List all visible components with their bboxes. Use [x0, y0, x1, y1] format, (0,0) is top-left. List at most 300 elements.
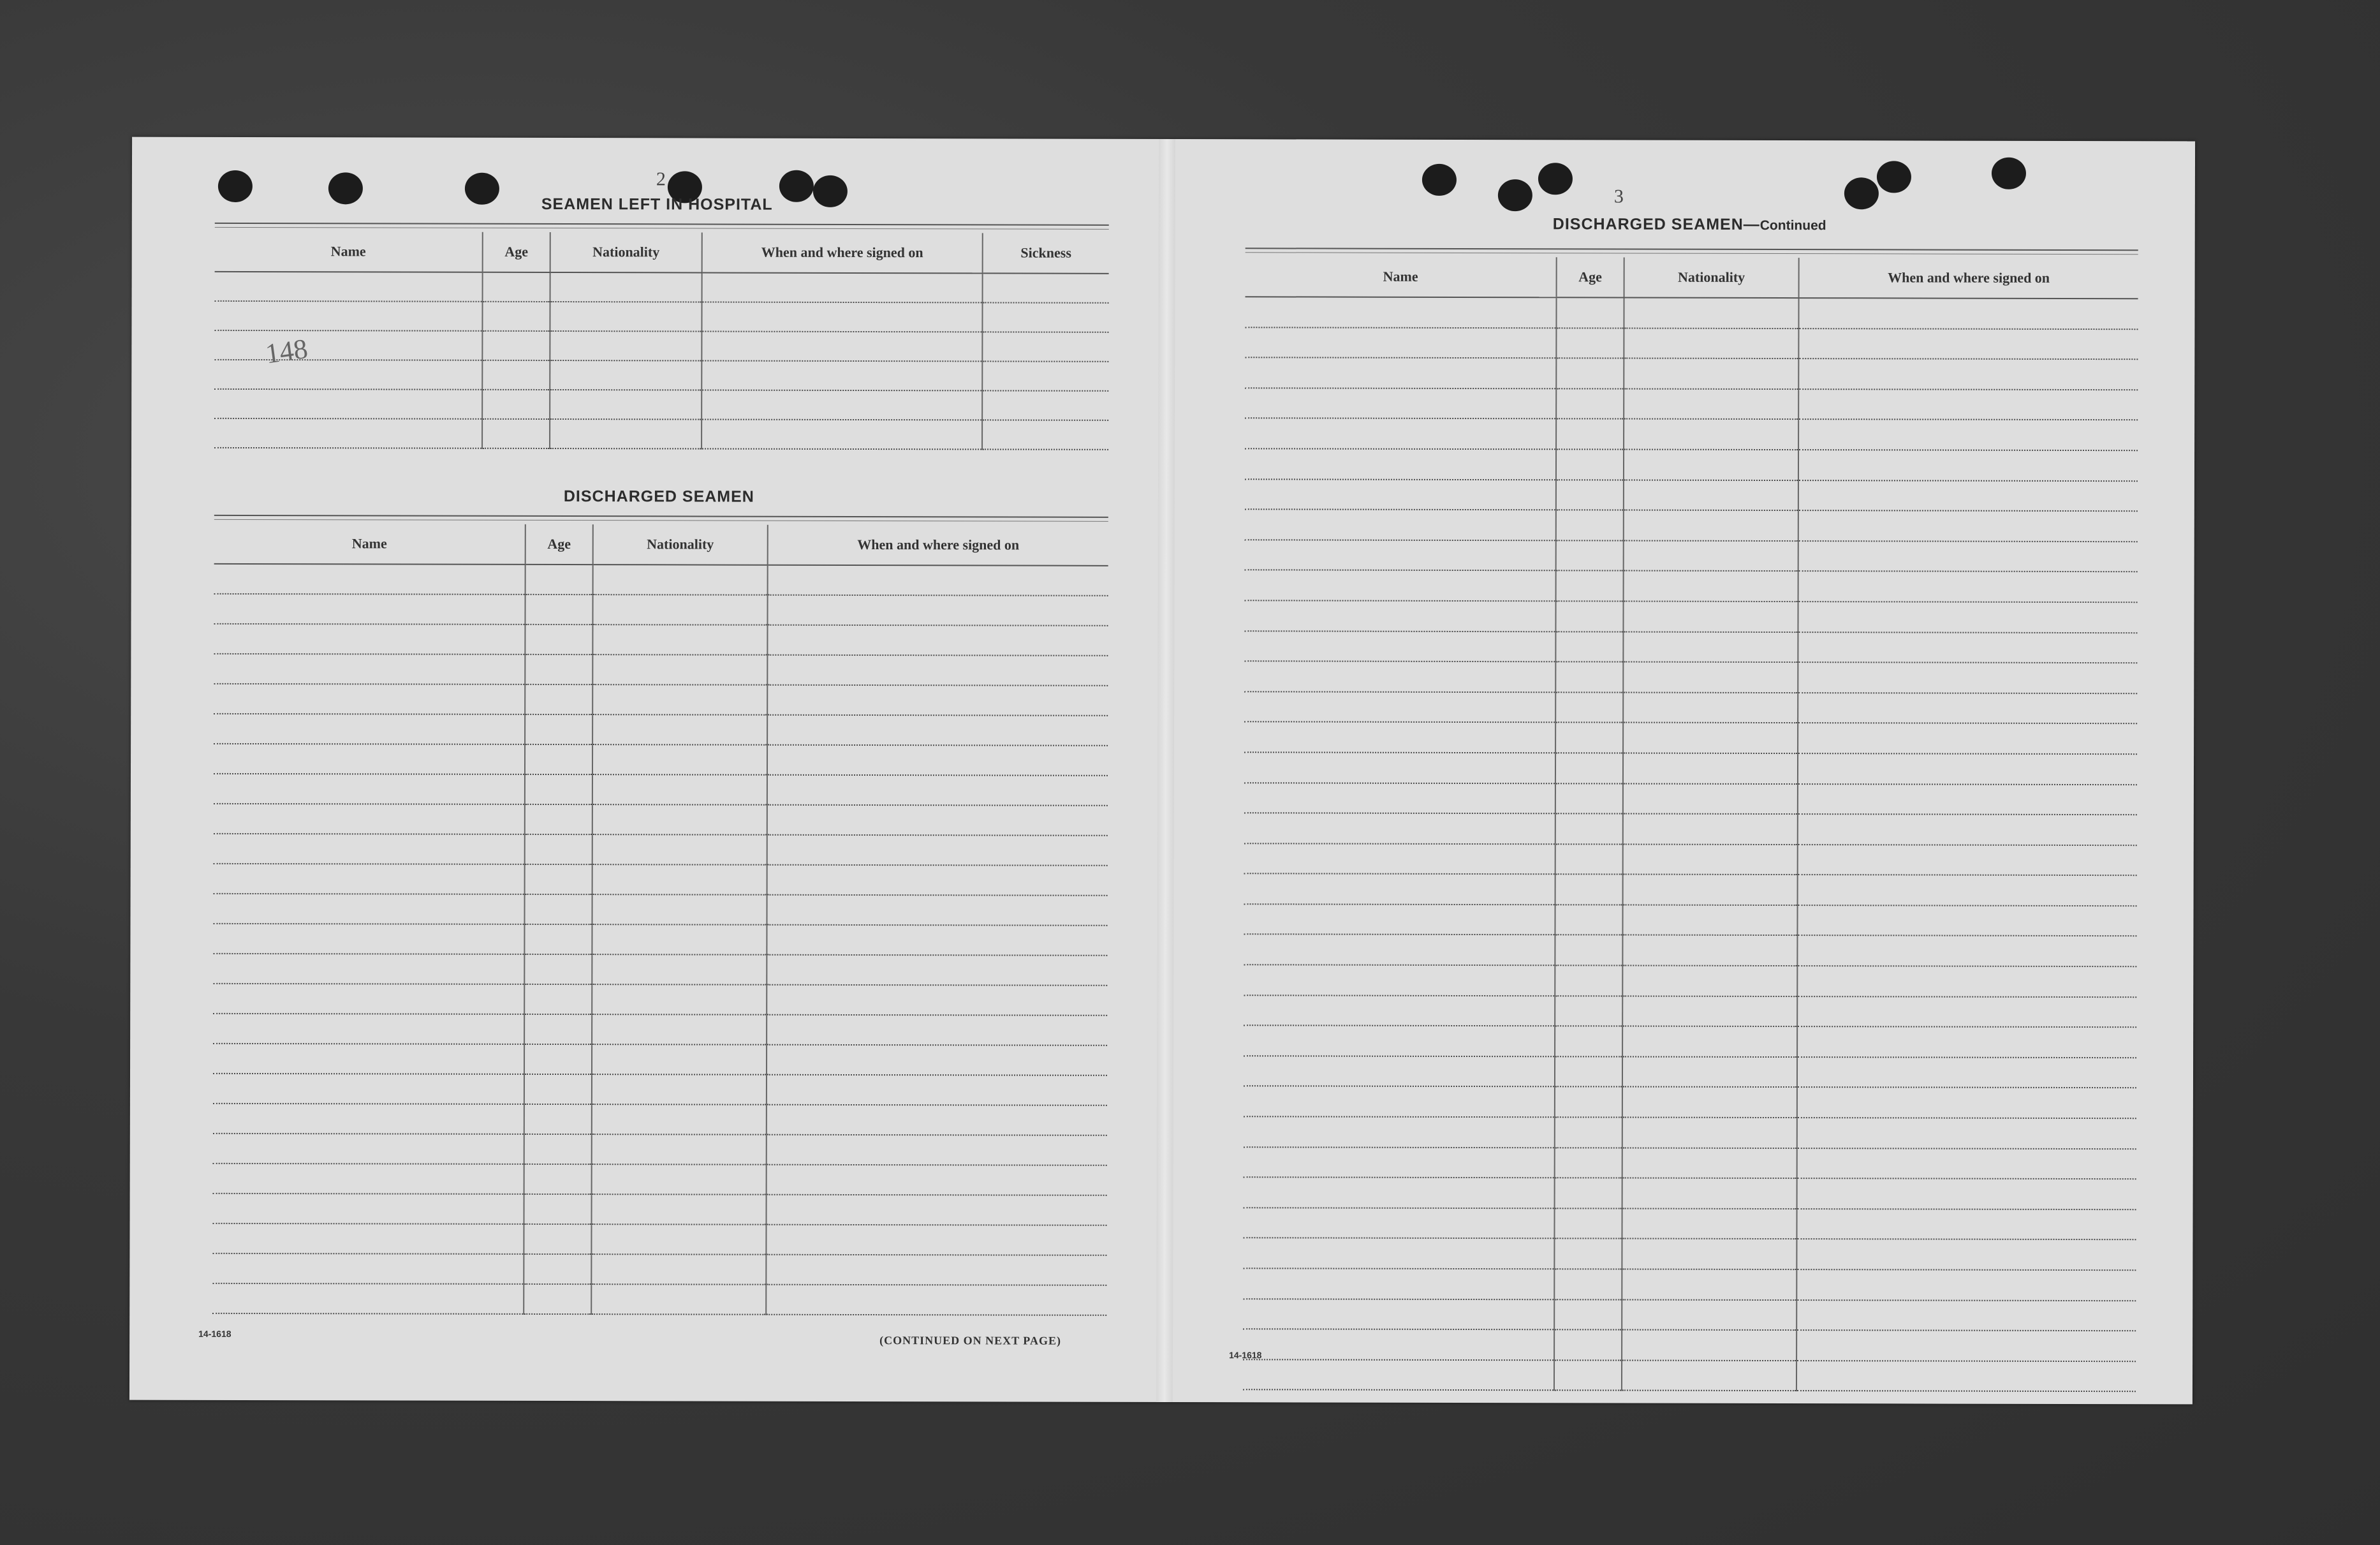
table-row — [213, 894, 1107, 926]
table-cell — [1556, 510, 1624, 540]
table-cell — [525, 684, 592, 714]
table-cell — [767, 805, 1108, 836]
table-cell — [525, 774, 592, 804]
table-cell — [767, 595, 1108, 626]
table-cell — [550, 272, 702, 302]
table-cell — [1796, 1300, 2136, 1331]
table-row — [1243, 1299, 2136, 1331]
table-cell — [1797, 996, 2136, 1028]
title-main: DISCHARGED SEAMEN — [1552, 215, 1744, 233]
table-cell — [483, 272, 550, 302]
table-cell — [592, 684, 767, 715]
table-cell — [1245, 570, 1556, 602]
table-row — [214, 834, 1108, 866]
table-cell — [1245, 327, 1556, 359]
table-cell — [214, 834, 525, 864]
table-cell — [1243, 1359, 1554, 1391]
table-row — [1244, 813, 2137, 845]
table-cell — [214, 360, 482, 390]
table-cell — [1555, 601, 1623, 632]
table-row — [1243, 1359, 2136, 1392]
table-cell — [702, 272, 983, 302]
table-row — [1244, 1026, 2136, 1058]
table-cell — [1555, 753, 1623, 783]
table-cell — [550, 331, 702, 360]
column-header-name: Name — [215, 232, 483, 272]
table-cell — [1798, 693, 2137, 724]
table-row — [215, 272, 1109, 303]
table-row — [1243, 1208, 2136, 1240]
table-row — [213, 1134, 1107, 1165]
table-cell — [767, 955, 1107, 986]
table-cell — [525, 744, 592, 774]
table-cell — [1554, 1360, 1622, 1391]
table-cell — [766, 1255, 1106, 1285]
table-row — [1245, 448, 2138, 481]
table-cell — [1244, 1086, 1555, 1118]
table-row — [1243, 1329, 2136, 1361]
table-cell — [213, 1074, 524, 1104]
table-cell — [592, 894, 767, 925]
table-cell — [592, 984, 767, 1015]
table-cell — [1798, 753, 2137, 785]
table-cell — [482, 331, 550, 360]
table-cell — [1624, 449, 1798, 480]
punch-hole — [1992, 158, 2026, 189]
table-cell — [1798, 480, 2138, 512]
table-cell — [524, 1194, 592, 1224]
table-cell — [592, 1044, 767, 1075]
table-cell — [1624, 298, 1798, 329]
table-cell — [1623, 783, 1798, 814]
table-cell — [1623, 662, 1798, 693]
table-cell — [702, 331, 982, 361]
table-cell — [766, 1225, 1106, 1255]
table-cell — [1797, 1026, 2136, 1058]
table-cell — [592, 1164, 767, 1195]
table-cell — [525, 654, 592, 684]
table-cell — [212, 1223, 524, 1254]
table-cell — [1244, 813, 1555, 844]
table-cell — [1623, 692, 1798, 723]
punch-hole — [218, 170, 253, 202]
table-cell — [214, 301, 482, 331]
column-header-signed-on: When and where signed on — [702, 232, 983, 273]
table-cell — [213, 1134, 524, 1164]
table-cell — [982, 332, 1108, 361]
table-cell — [1556, 540, 1624, 571]
table-row — [214, 804, 1108, 836]
table-cell — [1622, 996, 1797, 1026]
table-cell — [1556, 358, 1624, 388]
table-cell — [702, 360, 982, 390]
table-row — [1244, 631, 2137, 663]
table-row — [213, 1074, 1107, 1105]
table-cell — [1798, 298, 2138, 329]
table-cell — [767, 775, 1108, 806]
table-cell — [1798, 510, 2138, 542]
column-header-sickness: Sickness — [983, 233, 1109, 273]
table-cell — [1796, 1239, 2136, 1270]
punch-hole — [1877, 161, 1911, 193]
table-cell — [1798, 602, 2137, 633]
table-cell — [767, 1045, 1107, 1076]
table-cell — [1622, 1118, 1797, 1148]
table-cell — [1622, 1299, 1796, 1330]
table-cell — [213, 1164, 524, 1194]
table-cell — [1556, 297, 1624, 328]
table-cell — [482, 302, 550, 331]
table-cell — [592, 924, 767, 955]
table-cell — [213, 894, 524, 924]
table-cell — [1244, 843, 1555, 875]
table-row — [214, 714, 1108, 746]
continued-note: (CONTINUED ON NEXT PAGE) — [879, 1334, 1062, 1347]
punch-hole — [813, 175, 848, 207]
table-cell — [1245, 540, 1556, 571]
table-cell — [1244, 995, 1555, 1026]
discharged-continued-header — [1245, 256, 2138, 299]
discharged-table-left — [212, 524, 1108, 1316]
table-row — [1245, 540, 2138, 572]
table-cell — [1244, 631, 1555, 662]
table-cell — [1245, 509, 1556, 540]
table-cell — [767, 835, 1108, 866]
ledger-sheet — [129, 137, 2195, 1405]
table-cell — [214, 389, 482, 419]
table-cell — [592, 834, 767, 865]
table-cell — [1244, 874, 1555, 905]
table-cell — [767, 1135, 1107, 1165]
table-cell — [1244, 752, 1555, 783]
table-cell — [1244, 1116, 1555, 1148]
table-cell — [524, 924, 592, 954]
discharged-table-right — [1243, 256, 2138, 1392]
table-row — [214, 654, 1108, 686]
table-cell — [1798, 784, 2137, 815]
column-header-age: Age — [1557, 257, 1624, 297]
table-cell — [1244, 691, 1555, 723]
table-row — [1244, 904, 2136, 936]
table-row — [1245, 327, 2138, 360]
table-cell — [524, 954, 592, 984]
hospital-table — [214, 232, 1109, 450]
table-cell — [767, 715, 1108, 746]
table-cell — [1622, 1239, 1796, 1269]
table-cell — [1556, 419, 1624, 450]
table-cell — [214, 714, 525, 744]
table-cell — [1797, 936, 2136, 967]
table-cell — [214, 774, 525, 804]
table-cell — [1555, 844, 1623, 875]
table-cell — [982, 302, 1108, 332]
table-cell — [213, 954, 524, 984]
table-cell — [1556, 328, 1624, 359]
table-cell — [592, 595, 767, 625]
table-cell — [983, 273, 1109, 302]
table-cell — [1556, 480, 1624, 510]
page-number: 2 — [656, 168, 666, 190]
table-cell — [1555, 1087, 1622, 1118]
table-cell — [1244, 600, 1555, 632]
table-row — [1244, 1116, 2136, 1149]
table-row — [213, 954, 1107, 986]
table-row — [1245, 297, 2138, 329]
table-cell — [592, 1134, 767, 1165]
table-cell — [1245, 357, 1556, 388]
table-cell — [982, 420, 1108, 449]
table-row — [214, 684, 1108, 716]
table-cell — [524, 1254, 591, 1284]
table-cell — [524, 894, 592, 924]
table-cell — [1798, 329, 2138, 360]
table-cell — [1623, 875, 1798, 905]
table-cell — [482, 419, 550, 448]
table-cell — [524, 1104, 592, 1134]
table-cell — [702, 390, 982, 420]
table-cell — [592, 774, 767, 805]
punch-hole — [1422, 164, 1457, 196]
table-cell — [1622, 1360, 1796, 1391]
table-cell — [767, 925, 1107, 956]
table-cell — [1555, 875, 1623, 905]
table-cell — [1554, 1239, 1622, 1269]
table-cell — [215, 272, 483, 302]
table-row — [213, 1104, 1107, 1135]
punch-hole — [1538, 163, 1573, 195]
table-cell — [1796, 1330, 2136, 1361]
table-row — [213, 984, 1107, 1016]
table-cell — [982, 390, 1108, 420]
table-cell — [591, 1224, 766, 1255]
table-cell — [592, 654, 767, 685]
table-row — [1244, 722, 2137, 755]
table-cell — [525, 595, 592, 625]
table-cell — [1243, 1238, 1554, 1269]
hospital-top-rule — [215, 223, 1109, 230]
table-row — [1244, 995, 2136, 1028]
table-cell — [767, 1165, 1107, 1195]
table-cell — [482, 360, 550, 390]
table-cell — [1624, 419, 1798, 450]
table-row — [1245, 357, 2138, 390]
table-cell — [213, 924, 524, 954]
table-cell — [1797, 1178, 2136, 1209]
table-cell — [1555, 1026, 1622, 1057]
table-cell — [1624, 388, 1798, 419]
title-dash: — — [1743, 215, 1760, 233]
column-header-age: Age — [483, 232, 550, 272]
table-cell — [1622, 1208, 1796, 1239]
table-cell — [525, 834, 592, 864]
table-cell — [213, 984, 524, 1014]
table-cell — [1244, 1177, 1555, 1208]
table-cell — [1798, 814, 2137, 845]
right-page — [1173, 139, 2195, 1404]
table-cell — [1622, 935, 1797, 966]
table-cell — [592, 625, 767, 655]
table-cell — [1244, 1147, 1555, 1178]
table-row — [1244, 1086, 2136, 1119]
table-cell — [593, 565, 768, 595]
table-cell — [482, 390, 550, 419]
table-cell — [592, 1014, 767, 1045]
table-cell — [1798, 845, 2137, 876]
table-cell — [767, 1195, 1107, 1225]
form-number: 14-1618 — [198, 1328, 231, 1339]
table-row — [214, 360, 1108, 391]
table-cell — [1244, 722, 1555, 753]
table-cell — [550, 390, 702, 419]
table-cell — [1796, 1361, 2136, 1392]
table-cell — [1622, 1148, 1797, 1178]
table-cell — [1244, 935, 1555, 966]
table-cell — [212, 1283, 524, 1314]
table-row — [213, 1014, 1107, 1046]
table-cell — [1554, 1329, 1622, 1360]
table-cell — [1797, 1148, 2136, 1179]
table-cell — [524, 1164, 592, 1194]
table-cell — [1798, 450, 2138, 481]
table-cell — [212, 1253, 524, 1284]
table-cell — [1623, 844, 1798, 875]
table-cell — [767, 895, 1107, 926]
table-cell — [1555, 662, 1623, 692]
table-cell — [214, 744, 525, 774]
column-header-nationality: Nationality — [1624, 258, 1799, 299]
left-page — [129, 137, 1159, 1402]
table-cell — [213, 1044, 524, 1074]
table-row — [1244, 843, 2137, 876]
table-cell — [592, 1104, 767, 1135]
table-cell — [1622, 1178, 1797, 1209]
table-cell — [1555, 1178, 1622, 1209]
table-cell — [1245, 418, 1556, 450]
table-row — [214, 624, 1108, 656]
table-cell — [592, 804, 767, 835]
table-cell — [1798, 359, 2138, 390]
punch-hole — [779, 170, 814, 202]
table-cell — [524, 1224, 591, 1254]
table-row — [1244, 1056, 2136, 1088]
table-cell — [767, 745, 1108, 776]
table-cell — [767, 625, 1108, 656]
table-cell — [1245, 297, 1556, 328]
table-cell — [1622, 1269, 1796, 1300]
table-cell — [1622, 966, 1797, 996]
column-header-signed-on: When and where signed on — [768, 525, 1108, 566]
punch-hole — [465, 173, 499, 205]
table-cell — [1243, 1268, 1554, 1299]
table-row — [1245, 479, 2138, 512]
table-cell — [214, 654, 525, 684]
table-row — [1244, 691, 2137, 724]
table-row — [214, 774, 1108, 806]
table-cell — [766, 1285, 1106, 1315]
page-number: 3 — [1613, 186, 1624, 207]
table-cell — [1555, 905, 1622, 935]
pencil-notation: 148 — [263, 332, 310, 370]
table-cell — [524, 984, 592, 1014]
table-row — [214, 301, 1108, 332]
table-cell — [1556, 449, 1624, 480]
discharged-top-rule — [214, 515, 1108, 522]
table-cell — [1555, 783, 1623, 814]
table-cell — [1622, 1026, 1797, 1057]
table-cell — [1622, 1056, 1797, 1087]
table-row — [213, 1164, 1107, 1195]
table-cell — [1797, 905, 2136, 936]
table-cell — [213, 1104, 524, 1134]
table-cell — [525, 804, 592, 834]
column-header-age: Age — [525, 524, 593, 565]
table-row — [1244, 783, 2137, 815]
table-cell — [1798, 419, 2138, 450]
table-cell — [1798, 723, 2137, 754]
discharged-table-header — [214, 524, 1108, 566]
table-cell — [702, 302, 982, 332]
table-cell — [767, 985, 1107, 1016]
table-cell — [1243, 1208, 1554, 1239]
column-header-signed-on: When and where signed on — [1799, 258, 2138, 299]
table-cell — [550, 360, 702, 390]
table-cell — [1243, 1299, 1554, 1330]
table-cell — [1798, 571, 2138, 602]
table-cell — [1245, 388, 1556, 419]
table-cell — [982, 361, 1108, 390]
table-cell — [1623, 753, 1798, 783]
table-row — [214, 564, 1108, 596]
table-cell — [524, 1044, 592, 1074]
table-row — [1245, 388, 2138, 420]
table-cell — [1245, 448, 1556, 480]
table-cell — [550, 302, 702, 331]
table-cell — [1556, 388, 1624, 419]
table-cell — [1244, 1056, 1555, 1087]
table-cell — [592, 1074, 767, 1105]
table-cell — [213, 1014, 524, 1044]
table-cell — [1797, 966, 2136, 997]
form-number: 14-1618 — [1229, 1350, 1262, 1361]
table-cell — [767, 685, 1108, 716]
table-cell — [768, 565, 1108, 596]
table-cell — [1797, 1088, 2136, 1119]
table-cell — [524, 1074, 592, 1104]
table-row — [214, 744, 1108, 776]
table-row — [1243, 1238, 2136, 1271]
table-cell — [1797, 1057, 2136, 1088]
table-cell — [1624, 480, 1798, 510]
table-cell — [1622, 905, 1797, 935]
table-row — [213, 1044, 1107, 1076]
table-row — [214, 418, 1108, 450]
table-cell — [550, 419, 702, 448]
table-cell — [1796, 1269, 2136, 1301]
table-cell — [1624, 510, 1798, 541]
table-row — [213, 924, 1107, 956]
table-cell — [1624, 540, 1798, 571]
table-row — [1244, 752, 2137, 785]
table-cell — [1555, 1056, 1622, 1087]
table-row — [1244, 1147, 2136, 1179]
hospital-table-header — [215, 232, 1109, 274]
table-cell — [1623, 632, 1798, 662]
table-cell — [1623, 814, 1798, 845]
table-cell — [525, 565, 593, 595]
table-cell — [1244, 661, 1555, 692]
punch-hole — [328, 172, 363, 204]
table-cell — [1555, 1117, 1622, 1148]
